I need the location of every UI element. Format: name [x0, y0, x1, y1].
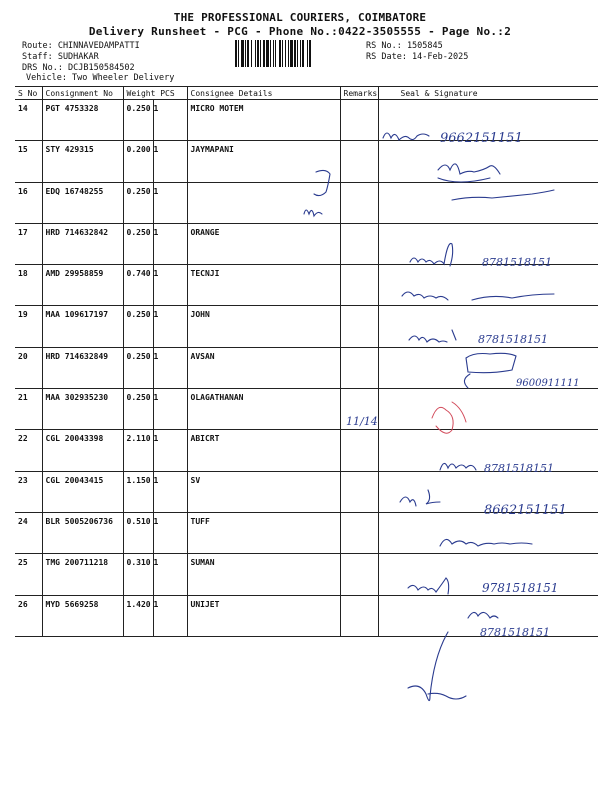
cell-sno: 26: [15, 595, 42, 636]
cell-signature: [378, 306, 598, 347]
table-header-row: [15, 87, 598, 100]
table-row: [15, 430, 598, 471]
cell-remarks: [340, 389, 378, 430]
cell-sno: 18: [15, 265, 42, 306]
cell-consignment: HRD 714632849: [42, 347, 123, 388]
checkmark-sign: [408, 632, 466, 701]
table-row: [15, 100, 598, 141]
cell-remarks: [340, 265, 378, 306]
cell-pcs: 1: [153, 554, 187, 595]
cell-sno: 19: [15, 306, 42, 347]
phone-row21: 9600911111: [516, 378, 580, 389]
cell-signature: [378, 430, 598, 471]
cell-weight: 0.250: [123, 182, 153, 223]
cell-consignment: BLR 5005206736: [42, 512, 123, 553]
table-row: [15, 141, 598, 182]
cell-weight: 0.250: [123, 306, 153, 347]
cell-sno: 14: [15, 100, 42, 141]
cell-signature: [378, 554, 598, 595]
cell-signature: [378, 595, 598, 636]
table-row: [15, 347, 598, 388]
cell-consignment: MAA 302935230: [42, 389, 123, 430]
cell-sno: 16: [15, 182, 42, 223]
phone-row22: 8781518151: [484, 462, 554, 475]
col-signature: Seal & Signature: [378, 87, 598, 100]
table-row: [15, 512, 598, 553]
cell-consignee: JAYMAPANI: [187, 141, 340, 182]
cell-consignee: AVSAN: [187, 347, 340, 388]
cell-sno: 25: [15, 554, 42, 595]
cell-signature: [378, 223, 598, 264]
cell-consignee: ABICRT: [187, 430, 340, 471]
cell-consignee: SV: [187, 471, 340, 512]
cell-consignee: UNIJET: [187, 595, 340, 636]
cell-remarks: [340, 430, 378, 471]
cell-weight: 2.110: [123, 430, 153, 471]
phone-row23: 8662151151: [484, 503, 567, 518]
cell-signature: [378, 389, 598, 430]
cell-consignee: OLAGATHANAN: [187, 389, 340, 430]
cell-remarks: [340, 512, 378, 553]
col-consignee: Consignee Details: [187, 87, 340, 100]
cell-weight: 0.200: [123, 141, 153, 182]
cell-weight: 0.250: [123, 347, 153, 388]
cell-consignee: SUMAN: [187, 554, 340, 595]
cell-consignment: AMD 29958859: [42, 265, 123, 306]
cell-consignment: EDQ 16748255: [42, 182, 123, 223]
cell-remarks: [340, 100, 378, 141]
cell-weight: 1.420: [123, 595, 153, 636]
phone-row18: 8781518151: [482, 256, 552, 269]
col-remarks: Remarks: [340, 87, 378, 100]
barcode-image: [235, 40, 355, 67]
cell-sno: 22: [15, 430, 42, 471]
col-sno: S No: [15, 87, 42, 100]
cell-consignment: PGT 4753328: [42, 100, 123, 141]
cell-signature: [378, 141, 598, 182]
cell-sno: 23: [15, 471, 42, 512]
cell-pcs: 1: [153, 306, 187, 347]
cell-remarks: [340, 182, 378, 223]
cell-pcs: 1: [153, 182, 187, 223]
cell-consignment: HRD 714632842: [42, 223, 123, 264]
cell-pcs: 1: [153, 100, 187, 141]
cell-pcs: 1: [153, 512, 187, 553]
cell-pcs: 1: [153, 471, 187, 512]
cell-consignment: MAA 109617197: [42, 306, 123, 347]
table-row: [15, 182, 598, 223]
vehicle-label: Vehicle: Two Wheeler Delivery: [26, 73, 175, 83]
cell-remarks: [340, 554, 378, 595]
cell-weight: 0.250: [123, 223, 153, 264]
company-title: THE PROFESSIONAL COURIERS, COIMBATORE: [173, 11, 427, 24]
runsheet-table: [15, 86, 598, 637]
remark-row21: 11/14: [346, 415, 378, 428]
cell-weight: 1.150: [123, 471, 153, 512]
phone-row26: 8781518151: [480, 626, 550, 639]
cell-signature: [378, 512, 598, 553]
phone-row14: 9662151151: [440, 131, 523, 146]
table-row: [15, 471, 598, 512]
cell-signature: [378, 265, 598, 306]
cell-pcs: 1: [153, 347, 187, 388]
cell-remarks: [340, 347, 378, 388]
cell-pcs: 1: [153, 430, 187, 471]
route-label: Route: CHINNAVEDAMPATTI: [22, 41, 140, 51]
cell-consignee: [187, 182, 340, 223]
cell-remarks: [340, 471, 378, 512]
col-consignment: Consignment No: [42, 87, 123, 100]
phone-row25: 9781518151: [482, 581, 559, 595]
cell-consignee: TUFF: [187, 512, 340, 553]
cell-weight: 0.740: [123, 265, 153, 306]
cell-sno: 20: [15, 347, 42, 388]
cell-sno: 17: [15, 223, 42, 264]
table-row: [15, 306, 598, 347]
col-weight-pcs: [123, 87, 187, 100]
cell-signature: [378, 182, 598, 223]
cell-consignment: MYD 5669258: [42, 595, 123, 636]
drs-label: DRS No.: DCJB150584502: [22, 63, 135, 73]
cell-weight: 0.510: [123, 512, 153, 553]
cell-consignee: TECNJI: [187, 265, 340, 306]
phone-row20: 8781518151: [478, 333, 548, 346]
cell-consignee: ORANGE: [187, 223, 340, 264]
cell-pcs: 1: [153, 389, 187, 430]
table-row: [15, 265, 598, 306]
staff-label: Staff: SUDHAKAR: [22, 52, 99, 62]
cell-remarks: [340, 595, 378, 636]
cell-sno: 24: [15, 512, 42, 553]
rs-date: RS Date: 14-Feb-2025: [366, 52, 469, 62]
cell-weight: 0.250: [123, 389, 153, 430]
cell-consignment: CGL 20043398: [42, 430, 123, 471]
cell-pcs: 1: [153, 141, 187, 182]
cell-consignment: CGL 20043415: [42, 471, 123, 512]
cell-signature: [378, 347, 598, 388]
cell-consignee: JOHN: [187, 306, 340, 347]
cell-remarks: [340, 223, 378, 264]
cell-consignee: MICRO MOTEM: [187, 100, 340, 141]
cell-consignment: TMG 200711218: [42, 554, 123, 595]
cell-remarks: [340, 141, 378, 182]
cell-weight: 0.250: [123, 100, 153, 141]
cell-consignment: STY 429315: [42, 141, 123, 182]
cell-pcs: 1: [153, 223, 187, 264]
cell-remarks: [340, 306, 378, 347]
col-weight: Weight: [126, 88, 156, 98]
table-row: [15, 389, 598, 430]
table-row: [15, 554, 598, 595]
cell-pcs: 1: [153, 595, 187, 636]
runsheet-subtitle: Delivery Runsheet - PCG - Phone No.:0422-3505555 - Page No.:2: [88, 25, 512, 38]
table-row: [15, 223, 598, 264]
cell-signature: [378, 471, 598, 512]
cell-weight: 0.310: [123, 554, 153, 595]
rs-number: RS No.: 1505845: [366, 41, 443, 51]
table-row: [15, 595, 598, 636]
cell-sno: 15: [15, 141, 42, 182]
cell-sno: 21: [15, 389, 42, 430]
cell-pcs: 1: [153, 265, 187, 306]
cell-signature: [378, 100, 598, 141]
col-pcs: PCS: [160, 88, 175, 98]
